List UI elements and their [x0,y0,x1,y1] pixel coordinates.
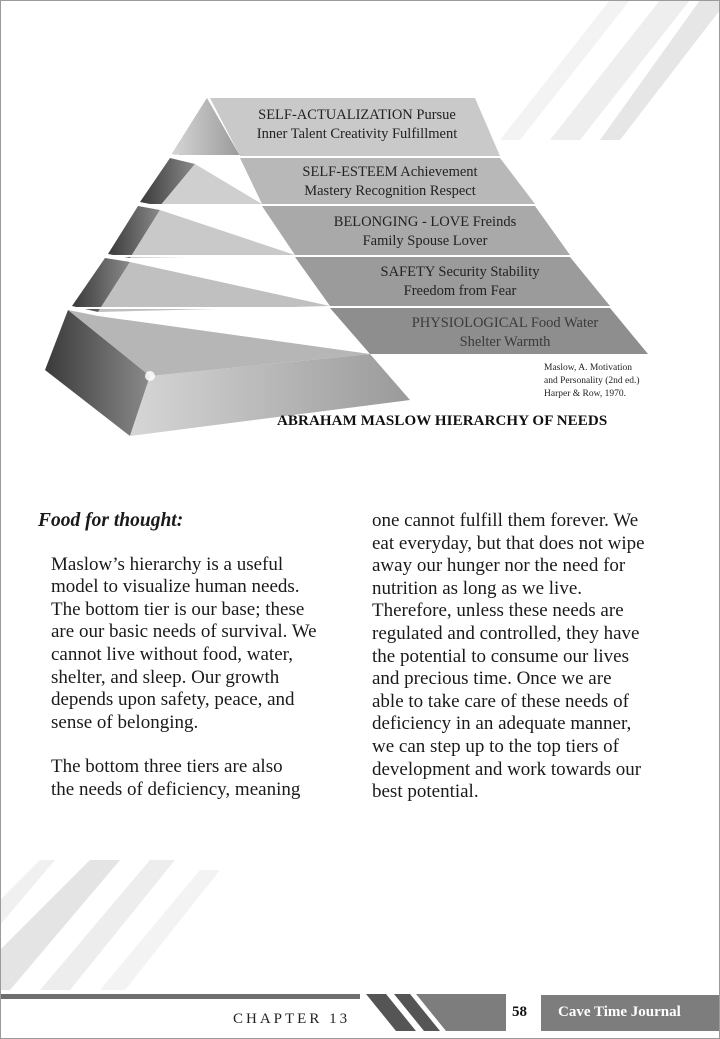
citation-line: and Personality (2nd ed.) [544,376,640,386]
tier-label-physiological [370,314,640,352]
journal-title: Cave Time Journal [558,1004,681,1020]
footer-rule [0,994,360,999]
text-line: nutrition as long as we live. [372,577,583,599]
text-line: are our basic needs of survival. We [51,621,317,643]
tier-label-line: PHYSIOLOGICAL Food Water [411,315,599,331]
tier-label-line: Mastery Recognition Respect [304,183,476,199]
text-line: The bottom three tiers are also [51,756,283,778]
figure-citation [544,362,640,401]
citation-line: Maslow, A. Motivation [544,363,633,373]
article-right-column [372,510,672,804]
text-line: shelter, and sleep. Our growth [51,666,280,688]
chapter-label: CHAPTER 13 [233,1011,351,1027]
tier-label-line: SELF-ACTUALIZATION Pursue [258,107,456,123]
text-line: we can step up to the top tiers of [372,735,619,757]
text-line: able to take care of these needs of [372,690,629,712]
tier-label-line: SAFETY Security Stability [380,264,540,280]
pyramid-front-face-4 [98,262,330,312]
page-number: 58 [512,1004,527,1020]
tier-label-self-esteem [255,163,525,201]
text-line: Maslow’s hierarchy is a useful [51,553,284,575]
citation-line: Harper & Row, 1970. [544,389,626,399]
tier-label-belonging-love [290,213,560,251]
text-line: depends upon safety, peace, and [51,689,295,711]
tier-label-line: Family Spouse Lover [362,233,488,249]
text-line: best potential. [372,781,479,803]
article-paragraph-2 [38,756,328,801]
text-line: away our hunger nor the need for [372,555,626,577]
tier-label-line: Inner Talent Creativity Fulfillment [256,126,458,142]
article-paragraph-1 [38,554,328,735]
text-line: Therefore, unless these needs are [372,600,624,622]
text-line: regulated and controlled, they have [372,622,640,644]
tier-label-self-actualization [222,106,492,144]
footer-chevron-stripes [366,994,506,1031]
text-line: deficiency in an adequate manner, [372,713,632,735]
text-line: the potential to consume our lives [372,645,629,667]
text-line: sense of belonging. [51,711,199,733]
text-line: one cannot fulfill them forever. We [372,510,639,531]
text-line: model to visualize human needs. [51,576,300,598]
text-line: the needs of deficiency, meaning [51,778,301,800]
article-left-column [38,510,328,802]
article-heading: Food for thought: [38,510,184,531]
article-paragraph-3 [372,510,672,804]
tier-label-line: BELONGING - LOVE Freinds [333,214,517,230]
decorative-stripes-bottom [0,860,240,990]
tier-label-line: SELF-ESTEEM Achievement [302,164,478,180]
text-line: The bottom tier is our base; these [51,598,305,620]
shine-highlight [145,371,155,381]
text-line: and precious time. Once we are [372,668,612,690]
text-line: eat everyday, but that does not wipe [372,532,645,554]
text-line: development and work towards our [372,758,642,780]
tier-label-line: Shelter Warmth [459,334,551,350]
tier-label-line: Freedom from Fear [403,283,517,299]
tier-label-safety [325,263,595,301]
text-line: cannot live without food, water, [51,643,293,665]
figure-caption: ABRAHAM MASLOW HIERARCHY OF NEEDS [277,413,608,429]
